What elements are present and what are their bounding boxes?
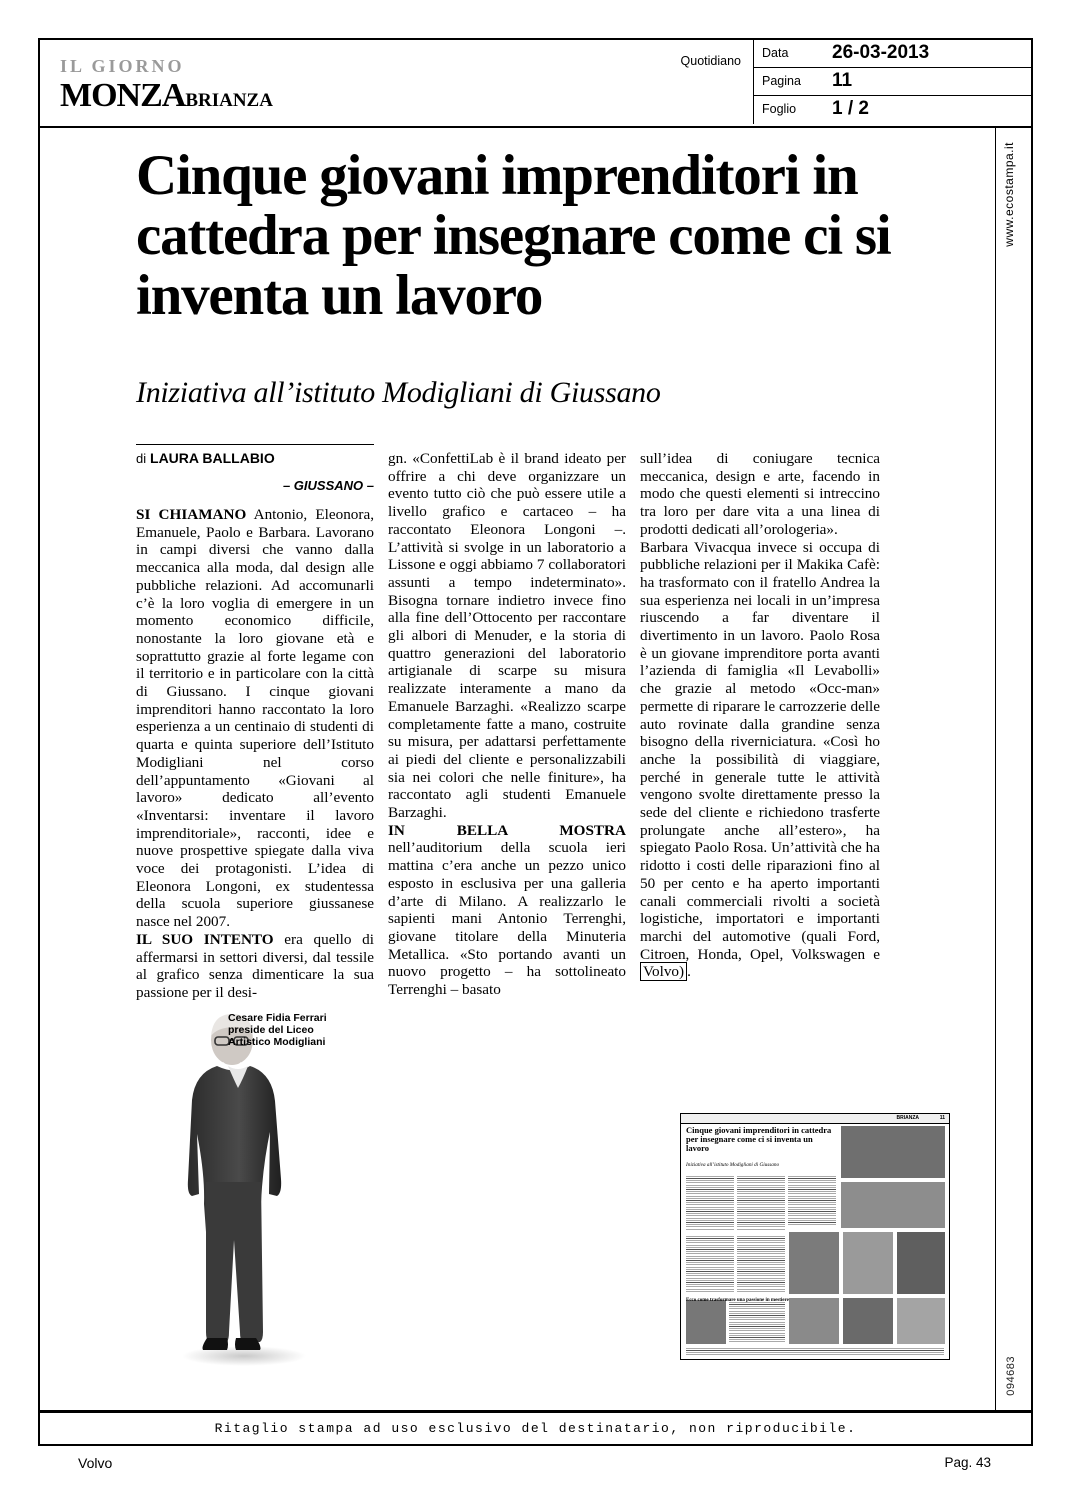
info-row-data	[754, 40, 1031, 68]
periodicity-label: Quotidiano	[680, 54, 741, 68]
column3-paragraph-1: sull’idea di coniugare tecnica meccanica, design e arte, facendo in modo che questi elementi si intreccino tra loro per dare vita a una linea di prodotti dedicati all’orologeria».	[640, 450, 880, 538]
info-label-pagina: Pagina	[762, 74, 801, 88]
thumbnail-text-block-1	[686, 1176, 734, 1230]
side-column	[995, 128, 1031, 1410]
article-content	[40, 128, 997, 1410]
column1-lead-in-2: IL SUO INTENTO	[136, 930, 274, 948]
article-byline	[136, 450, 366, 466]
ecostampa-url: www.ecostampa.it	[1002, 142, 1016, 247]
column1-body: Antonio, Eleonora, Emanuele, Paolo e Barbara. Lavorano in campi diversi che vanno dalla meccanica alla moda, dal design alle pubbliche relazioni. Ad accomunarli c’è la loro voglia di emergere in un momento economico difficile, nonostante la loro giovane età e soprattutto grazie al forte legame con il territorio e in particolare con la città di Giussano. I cinque giovani imprenditori hanno raccontato la loro esperienza a un centinaio di studenti di quarta e quinta superiore dell’Istituto Modigliani nel corso dell’appuntamento «Giovani al lavoro» dedicato all’evento «Inventarsi: inventare il lavoro imprenditoriale», racconti, idee e nuove prospettive spiegate dalla viva voce dei protagonisti. L’idea di Eleonora Longoni, ex studentessa della scuola superiore giussanese nasce nel 2007.	[136, 506, 374, 931]
byline-author: LAURA BALLABIO	[150, 450, 275, 466]
column1-body-2: era quello di affermarsi in settori diversi, dal tessile al grafico senza dimenticare la sua passione per il desi-	[136, 930, 374, 1001]
thumbnail-photo-7	[843, 1298, 893, 1344]
brand-sub-text: BRIANZA	[185, 90, 273, 111]
column2-paragraph-2	[388, 822, 626, 999]
page-thumbnail	[680, 1113, 950, 1360]
thumbnail-text-block-3	[788, 1176, 836, 1226]
photo-portrait	[170, 1008, 370, 1368]
thumbnail-photo-5	[897, 1232, 945, 1294]
brand-main-text: MONZA	[60, 77, 186, 114]
thumbnail-text-block-4	[686, 1236, 734, 1292]
info-label-foglio: Foglio	[762, 102, 797, 116]
column3-paragraph-2	[640, 539, 880, 982]
article-frame	[38, 126, 1033, 1412]
article-headline: Cinque giovani imprenditori in cattedra per insegnare come ci si inventa un lavoro	[136, 144, 891, 327]
column3-tail: .	[687, 963, 691, 981]
thumbnail-text-block-5	[737, 1236, 785, 1292]
info-label-data: Data	[762, 46, 789, 60]
column2-lead-in: IN BELLA MOSTRA	[388, 821, 626, 839]
thumbnail-text-block-7	[686, 1348, 944, 1356]
byline-divider	[136, 444, 374, 445]
footer-notice-text: Ritaglio stampa ad uso esclusivo del destinatario, non riproducibile.	[214, 1421, 857, 1436]
thumbnail-photo-3	[789, 1232, 839, 1294]
thumbnail-bottom-title: Ecco come trasformare una passione in mestiere	[686, 1298, 789, 1303]
footer-notice-bar	[38, 1412, 1033, 1446]
column1-paragraph-1	[136, 506, 374, 931]
clipping-code: 094683	[1005, 1356, 1017, 1396]
column2-paragraph-1: gn. «ConfettiLab è il brand ideato per offrire a chi deve organizzare un evento tutto ciò che può essere utile a livello grafico e cartaceo – ha raccontato Eleonora Longoni –. L’attività si svolge in un laboratorio a Lissone e oggi abbiamo 7 collaboratori assunti a tempo indeterminato». Bisogna tornare indietro invece fino alla fine dell’Ottocento per raccontare gli albori di Menuder, e la storia di quattro generazioni del laboratorio artigianale di scarpe su misura realizzate interamente a mano da Emanuele Barzaghi. «Realizzo scarpe completamente fatte a mano, costruite su misura, per adattarsi perfettamente ai piedi del cliente e personalizzabili sia nei colori che nelle finiture», ha raccontato agli studenti Emanuele Barzaghi.	[388, 450, 626, 822]
thumbnail-header	[681, 1114, 949, 1124]
article-column-2	[388, 450, 626, 999]
footer-left-label: Volvo	[78, 1455, 113, 1471]
thumbnail-photo-6	[789, 1298, 839, 1344]
thumbnail-text-block-6	[729, 1302, 785, 1344]
highlighted-term: Volvo)	[640, 962, 687, 981]
thumbnail-title: Cinque giovani imprenditori in cattedra per insegnare come ci si inventa un lavoro	[686, 1125, 832, 1154]
byline-prefix: di	[136, 451, 147, 466]
masthead	[38, 38, 1033, 126]
article-dateline: – GIUSSANO –	[282, 478, 374, 493]
thumbnail-photo-4	[843, 1232, 893, 1294]
thumbnail-section: BRIANZA	[896, 1115, 919, 1121]
article-column-3	[640, 450, 880, 981]
thumbnail-photo-8	[897, 1298, 945, 1344]
footer-page-label: Pag. 43	[944, 1455, 991, 1470]
publication-brand	[60, 56, 273, 113]
thumbnail-photo-1	[841, 1126, 945, 1178]
info-row-foglio	[754, 96, 1031, 124]
column2-body: nell’auditorium della scuola ieri mattina c’era anche un pezzo unico esposto in esclusiva per una galleria d’arte di Milano. A realizzarlo le sapienti mani Antonio Terrenghi, giovane titolare della Minuteria Metallica. «Sto portando avanti un nuovo progetto – ha sottolineato Terrenghi – basato	[388, 839, 626, 999]
thumbnail-photo-2	[841, 1182, 945, 1228]
column3-body: Barbara Vivacqua invece si occupa di pubbliche relazioni per il Makika Cafè: ha trasformato con il fratello Andrea la sua esperienza nei locali in un’impresa riuscendo a far diventare il divertimento in un lavoro. Paolo Rosa è un giovane imprenditore porta avanti l’azienda di famiglia «Il Levabolli» che grazie al metodo «Occ-man» permette di riparare le carrozzerie delle auto rovinate dalla grandine senza bisogno della riverniciatura. «Così ho anche la possibilità di viaggiare, perché in generale tutte le attività vengono svolte direttamente presso la sede del cliente e richiedono trasferte prolungate anche all’estero», ha spiegato Paolo Rosa. Un’attività che ha ridotto i costi delle riparazioni fino al 50 per cento e ha aperto importanti canali commerciali rivolti a società logistiche, importatori e importanti marchi del automotive (quali Ford, Citroen, Honda, Opel, Volkswagen e	[640, 538, 880, 963]
article-subhead: Iniziativa all’istituto Modigliani di Giussano	[136, 376, 661, 409]
masthead-info-box	[753, 40, 1031, 124]
brand-top-label: IL GIORNO	[60, 56, 185, 76]
thumbnail-text-block-2	[737, 1176, 785, 1230]
info-value-pagina: 11	[832, 70, 853, 91]
brand-main-label	[60, 79, 273, 113]
article-column-1	[136, 506, 374, 1002]
photo-caption: Cesare Fidia Ferrari preside del Liceo Artistico Modigliani	[228, 1012, 327, 1049]
thumbnail-photo-9	[686, 1300, 726, 1344]
info-row-pagina	[754, 68, 1031, 96]
column1-paragraph-2	[136, 931, 374, 1002]
info-value-data: 26-03-2013	[832, 42, 930, 63]
thumbnail-page-number: 11	[939, 1115, 945, 1121]
info-value-foglio: 1 / 2	[832, 98, 869, 119]
thumbnail-subtitle: Iniziativa all’istituto Modigliani di Giussano	[686, 1162, 780, 1168]
column1-lead-in: SI CHIAMANO	[136, 506, 247, 523]
